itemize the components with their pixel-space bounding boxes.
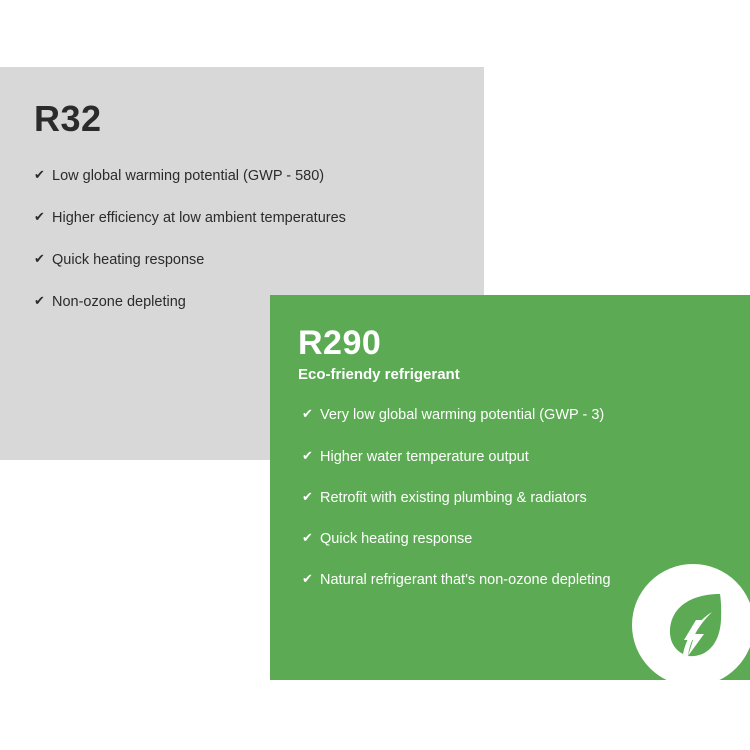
check-icon: ✔	[302, 447, 313, 463]
card-r32-title: R32	[34, 98, 102, 139]
leaf-with-lightning-bolt-icon	[650, 582, 736, 668]
list-item-label: Higher water temperature output	[320, 448, 529, 465]
list-item-label: Natural refrigerant that's non-ozone depleting	[320, 571, 611, 588]
list-item	[302, 489, 722, 507]
card-r290-subtitle: Eco-friendy refrigerant	[298, 366, 460, 384]
check-icon: ✔	[34, 166, 45, 182]
card-r32-bullet-list	[34, 167, 454, 312]
list-item	[34, 167, 454, 185]
list-item-label: Low global warming potential (GWP - 580)	[52, 167, 325, 184]
list-item-label: Quick heating response	[320, 530, 473, 547]
check-icon: ✔	[34, 250, 45, 266]
list-item	[302, 448, 722, 466]
check-icon: ✔	[34, 208, 45, 224]
list-item	[34, 209, 454, 227]
list-item	[302, 406, 722, 424]
check-icon: ✔	[302, 488, 313, 504]
list-item	[302, 571, 722, 589]
list-item	[302, 530, 722, 548]
card-r290-bullet-list	[298, 406, 722, 589]
card-r290-title: R290	[298, 324, 382, 362]
list-item-label: Very low global warming potential (GWP - 3)	[320, 407, 605, 424]
check-icon: ✔	[302, 570, 313, 586]
check-icon: ✔	[302, 406, 313, 422]
card-r290	[270, 295, 750, 680]
check-icon: ✔	[302, 529, 313, 545]
list-item-label: Non-ozone depleting	[52, 293, 186, 310]
list-item-label: Retrofit with existing plumbing & radiators	[320, 489, 587, 506]
check-icon: ✔	[34, 292, 45, 308]
list-item-label: Quick heating response	[52, 251, 205, 268]
list-item-label: Higher efficiency at low ambient temperatures	[52, 209, 346, 226]
list-item	[34, 251, 454, 269]
